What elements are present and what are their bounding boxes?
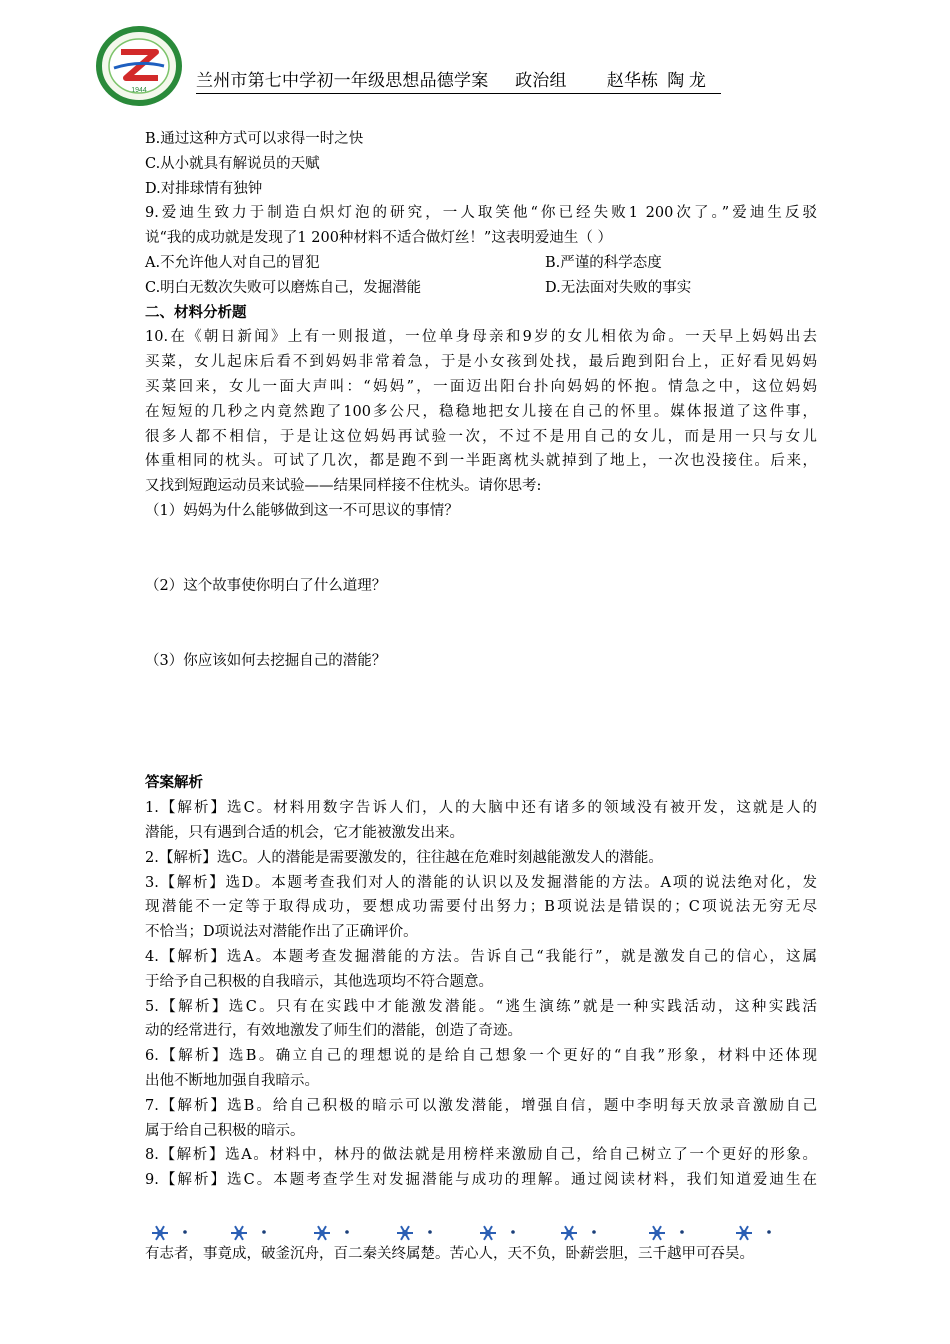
page-header bbox=[96, 26, 736, 106]
answer-line: 4.【解析】选A。本题考查发掘潜能的方法。告诉自己“我能行”，就是激发自己的信心，这属 bbox=[145, 948, 817, 965]
snowflake-icon bbox=[231, 1226, 247, 1240]
snowflake-icon bbox=[314, 1226, 330, 1240]
answer-line: 出他不断地加强自我暗示。 bbox=[145, 1072, 319, 1089]
q8-option-c: C.从小就具有解说员的天赋 bbox=[145, 155, 320, 172]
school-logo bbox=[96, 26, 182, 106]
decor-dot bbox=[767, 1230, 771, 1234]
answers-title: 答案解析 bbox=[145, 775, 203, 792]
decor-dot bbox=[345, 1230, 349, 1234]
answer-line: 不恰当；D项说法对潜能作出了正确评价。 bbox=[145, 924, 418, 941]
answer-line: 属于给自己积极的暗示。 bbox=[145, 1122, 305, 1139]
answer-space bbox=[145, 599, 817, 649]
q9-option-b: B.严谨的科学态度 bbox=[545, 254, 662, 271]
q9-option-c: C.明白无数次失败可以磨炼自己，发掘潜能 bbox=[145, 279, 422, 296]
decor-dot bbox=[680, 1230, 684, 1234]
decor-dot bbox=[262, 1230, 266, 1234]
section-title: 二、材料分析题 bbox=[145, 304, 247, 321]
q9-stem-line: 9.爱迪生致力于制造白炽灯泡的研究，一人取笑他“你已经失败1 200次了。”爱迪生反驳 bbox=[145, 205, 817, 222]
q10-text-line: 买菜回来，女儿一面大声叫：“妈妈”，一面迈出阳台扑向妈妈的怀抱。情急之中，这位妈妈 bbox=[145, 378, 817, 395]
q10-subquestion-3: （3）你应该如何去挖掘自己的潜能？ bbox=[145, 652, 387, 669]
decor-dot bbox=[183, 1230, 187, 1234]
decor-dot bbox=[592, 1230, 596, 1234]
answer-line: 现潜能不一定等于取得成功，要想成功需要付出努力；B项说法是错误的；C项说法无穷无尽 bbox=[145, 899, 817, 916]
q9-option-d: D.无法面对失败的事实 bbox=[545, 279, 692, 296]
q8-option-b: B.通过这种方式可以求得一时之快 bbox=[145, 131, 364, 147]
q10-text-line: 又找到短跑运动员来试验——结果同样接不住枕头。请你思考: bbox=[145, 478, 542, 495]
snowflake-icon bbox=[649, 1226, 665, 1240]
answer-line: 8.【解析】选A。材料中，林丹的做法就是用榜样来激励自己，给自己树立了一个更好的形象。 bbox=[145, 1147, 817, 1164]
answer-line: 9.【解析】选C。本题考查学生对发掘潜能与成功的理解。通过阅读材料，我们知道爱迪生在 bbox=[145, 1172, 817, 1189]
logo-year: 1944 bbox=[131, 87, 147, 94]
q9-stem-line: 说“我的成功就是发现了1 200种材料不适合做灯丝！”这表明爱迪生（ ） bbox=[145, 230, 612, 247]
answer-space bbox=[145, 673, 817, 771]
footer-motto: 有志者，事竟成，破釜沉舟，百二秦关终属楚。苦心人，天不负，卧薪尝胆，三千越甲可吞吴。 bbox=[145, 1246, 754, 1262]
q10-subquestion-2: （2）这个故事使你明白了什么道理？ bbox=[145, 577, 387, 594]
snowflake-icon bbox=[561, 1226, 577, 1240]
q10-text-line: 在短短的几秒之内竟然跑了100多公尺，稳稳地把女儿接在自己的怀里。媒体报道了这件事， bbox=[145, 403, 817, 420]
q10-text-line: 10.在《朝日新闻》上有一则报道，一位单身母亲和9岁的女儿相依为命。一天早上妈妈出去 bbox=[145, 329, 817, 346]
q8-option-d: D.对排球情有独钟 bbox=[145, 180, 263, 197]
answer-line: 5.【解析】选C。只有在实践中才能激发潜能。“逃生演练”就是一种实践活动，这种实践活 bbox=[145, 998, 817, 1015]
answer-line: 潜能，只有遇到合适的机会，它才能被激发出来。 bbox=[145, 824, 464, 841]
answer-line: 3.【解析】选D。本题考查我们对人的潜能的认识以及发掘潜能的方法。A项的说法绝对化，发 bbox=[145, 874, 817, 891]
snowflake-icon bbox=[397, 1226, 413, 1240]
answer-space bbox=[145, 524, 817, 574]
answer-line: 动的经常进行，有效地激发了师生们的潜能，创造了奇迹。 bbox=[145, 1023, 522, 1040]
q10-subquestion-1: （1）妈妈为什么能够做到这一不可思议的事情？ bbox=[145, 502, 459, 519]
snowflake-icon bbox=[480, 1226, 496, 1240]
answer-line: 2.【解析】选C。人的潜能是需要激发的，往往越在危难时刻越能激发人的潜能。 bbox=[145, 849, 663, 866]
answer-line: 于给予自己积极的自我暗示，其他选项均不符合题意。 bbox=[145, 973, 493, 990]
snowflake-icon bbox=[736, 1226, 752, 1240]
answer-line: 6.【解析】选B。确立自己的理想说的是给自己想象一个更好的“自我”形象，材料中还体现 bbox=[145, 1048, 817, 1065]
snowflake-icon bbox=[152, 1226, 168, 1240]
q9-option-a: A.不允许他人对自己的冒犯 bbox=[145, 254, 320, 271]
q9-options-row bbox=[145, 276, 817, 301]
header-title: 兰州市第七中学初一年级思想品德学案 政治组 赵华栋 陶 龙 bbox=[196, 66, 721, 94]
q10-text-line: 体重相同的枕头。可试了几次，都是跑不到一半距离枕头就掉到了地上，一次也没接住。后来， bbox=[145, 453, 817, 470]
decor-dot bbox=[428, 1230, 432, 1234]
q10-text-line: 很多人都不相信，于是让这位妈妈再试验一次，不过不是用自己的女儿，而是用一只与女儿 bbox=[145, 428, 817, 445]
decor-dot bbox=[511, 1230, 515, 1234]
answer-line: 1.【解析】选C。材料用数字告诉人们，人的大脑中还有诸多的领域没有被开发，这就是人的 bbox=[145, 800, 817, 817]
q10-text-line: 买菜，女儿起床后看不到妈妈非常着急，于是小女孩到处找，最后跑到阳台上，正好看见妈妈 bbox=[145, 354, 817, 371]
q9-options-row bbox=[145, 251, 817, 276]
main-content bbox=[145, 127, 817, 1193]
answer-line: 7.【解析】选B。给自己积极的暗示可以激发潜能，增强自信，题中李明每天放录音激励自己 bbox=[145, 1097, 817, 1114]
